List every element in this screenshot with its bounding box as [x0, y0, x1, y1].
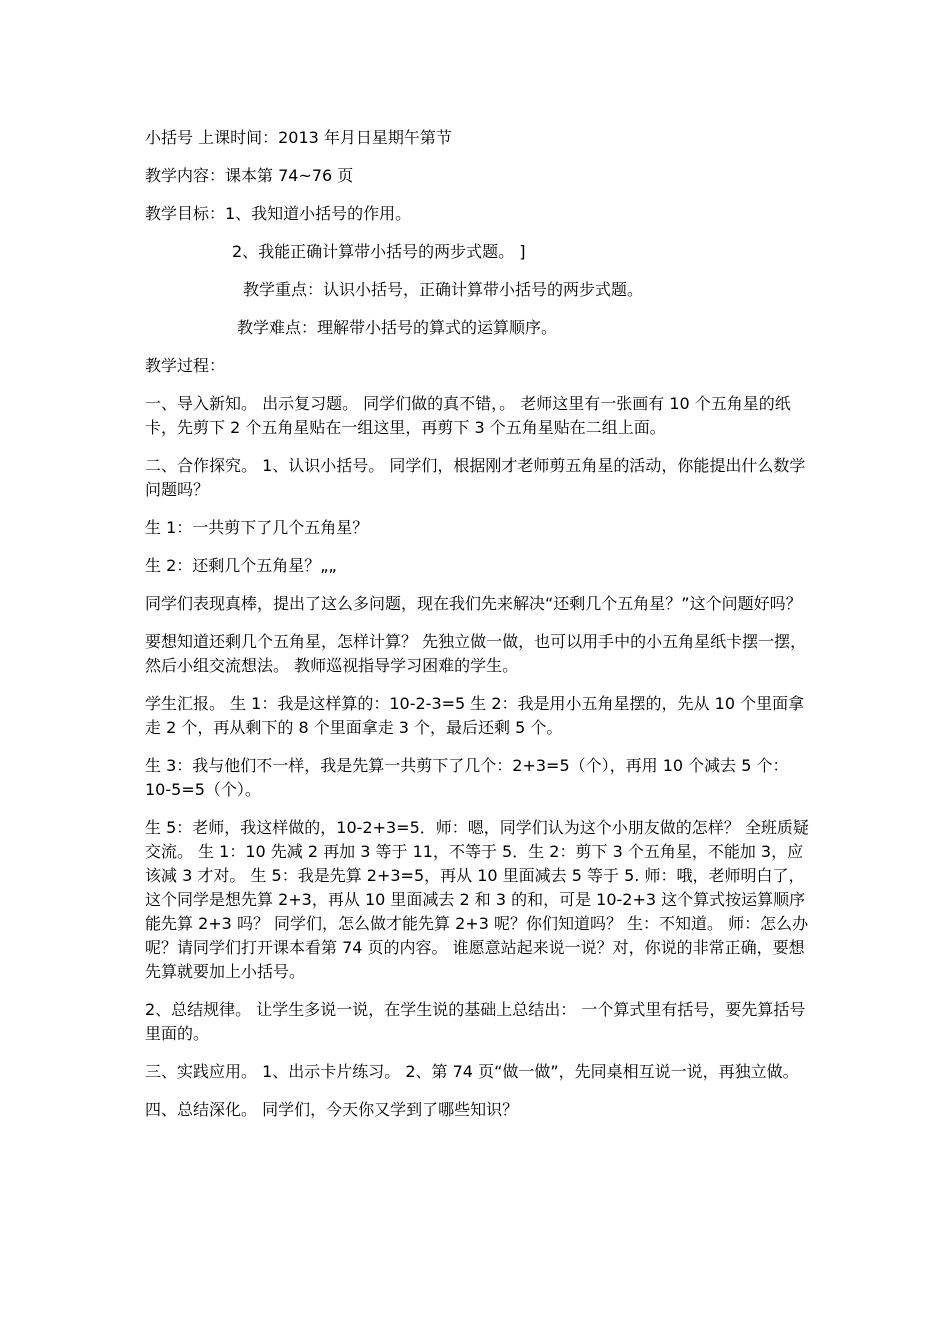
- paragraph-conclusion: 四、总结深化。 同学们，今天你又学到了哪些知识？: [145, 1100, 519, 1119]
- paragraph-intro: 一、导入新知。 出示复习题。 同学们做的真不错，。 老师这里有一张画有 10 个五角星的纸卡，先剪下 2 个五角星贴在一组这里，再剪下 3 个五角星贴在二组上面。: [145, 394, 791, 437]
- paragraph-practice: 三、实践应用。 1、出示卡片练习。 2、第 74 页“做一做”，先同桌相互说一说，再独立做。: [145, 1062, 799, 1081]
- teaching-content-line: 教学内容：课本第 74~76 页: [145, 166, 354, 185]
- teaching-goals-line-1: 教学目标：1、我知道小括号的作用。: [145, 204, 412, 223]
- paragraph-praise: 同学们表现真棒，提出了这么多问题，现在我们先来解决“还剩几个五角星？”这个问题好吗？: [145, 594, 802, 613]
- teaching-goals-line-2: 2、我能正确计算带小括号的两步式题。 ]: [232, 242, 526, 261]
- paragraph-discussion: 生 5：老师，我这样做的，10-2+3=5．师：嗯，同学们认为这个小朋友做的怎样？ 全班质疑交流。 生 1：10 先减 2 再加 3 等于 11，不等于 5．生 2：剪下 3 个五角星，不能加 3，应该减 3 才对。 生 5：我是先算 2+3=5，再从 10 里面减去 5 等于 5. 师：哦，老师明白了，这个同学是想先算 2+3，再从 10 里面减去 2 和 3 的和，可是 10-2+3 这个算式按运算顺序能先算 2+3 吗？ 同学们，怎么做才能先算 2+3 呢？你们知道吗？ 生：不知道。 师：怎么办呢？请同学们打开课本看第 74 页的内容。 谁愿意站起来说一说？对，你说的非常正确，要想先算就要加上小括号。: [145, 818, 809, 981]
- paragraph-report: 学生汇报。 生 1：我是这样算的：10-2-3=5 生 2：我是用小五角星摆的，先从 10 个里面拿走 2 个，再从剩下的 8 个里面拿走 3 个，最后还剩 5 个。: [145, 694, 805, 737]
- key-point-line: 教学重点：认识小括号，正确计算带小括号的两步式题。: [243, 280, 644, 299]
- paragraph-explore: 二、合作探究。 1、认识小括号。 同学们，根据刚才老师剪五角星的活动，你能提出什么数学问题吗？: [145, 456, 806, 499]
- paragraph-calc-question: 要想知道还剩几个五角星，怎样计算？ 先独立做一做，也可以用手中的小五角星纸卡摆一摆，然后小组交流想法。 教师巡视指导学习困难的学生。: [145, 632, 807, 675]
- paragraph-student-3: 生 3：我与他们不一样，我是先算一共剪下了几个：2+3=5（个），再用 10 个减去 5 个：10-5=5（个）。: [145, 756, 789, 799]
- title-line: 小括号 上课时间：2013 年月日星期午第节: [145, 128, 452, 147]
- process-heading: 教学过程：: [145, 356, 226, 375]
- document-body: [145, 126, 810, 1136]
- paragraph-summary-rule: 2、总结规律。 让学生多说一说，在学生说的基础上总结出： 一个算式里有括号，要先算括号里面的。: [145, 1000, 806, 1043]
- paragraph-student-1: 生 1：一共剪下了几个五角星？: [145, 518, 369, 537]
- paragraph-student-2: 生 2：还剩几个五角星？„„: [145, 556, 337, 575]
- difficulty-line: 教学难点：理解带小括号的算式的运算顺序。: [237, 318, 558, 337]
